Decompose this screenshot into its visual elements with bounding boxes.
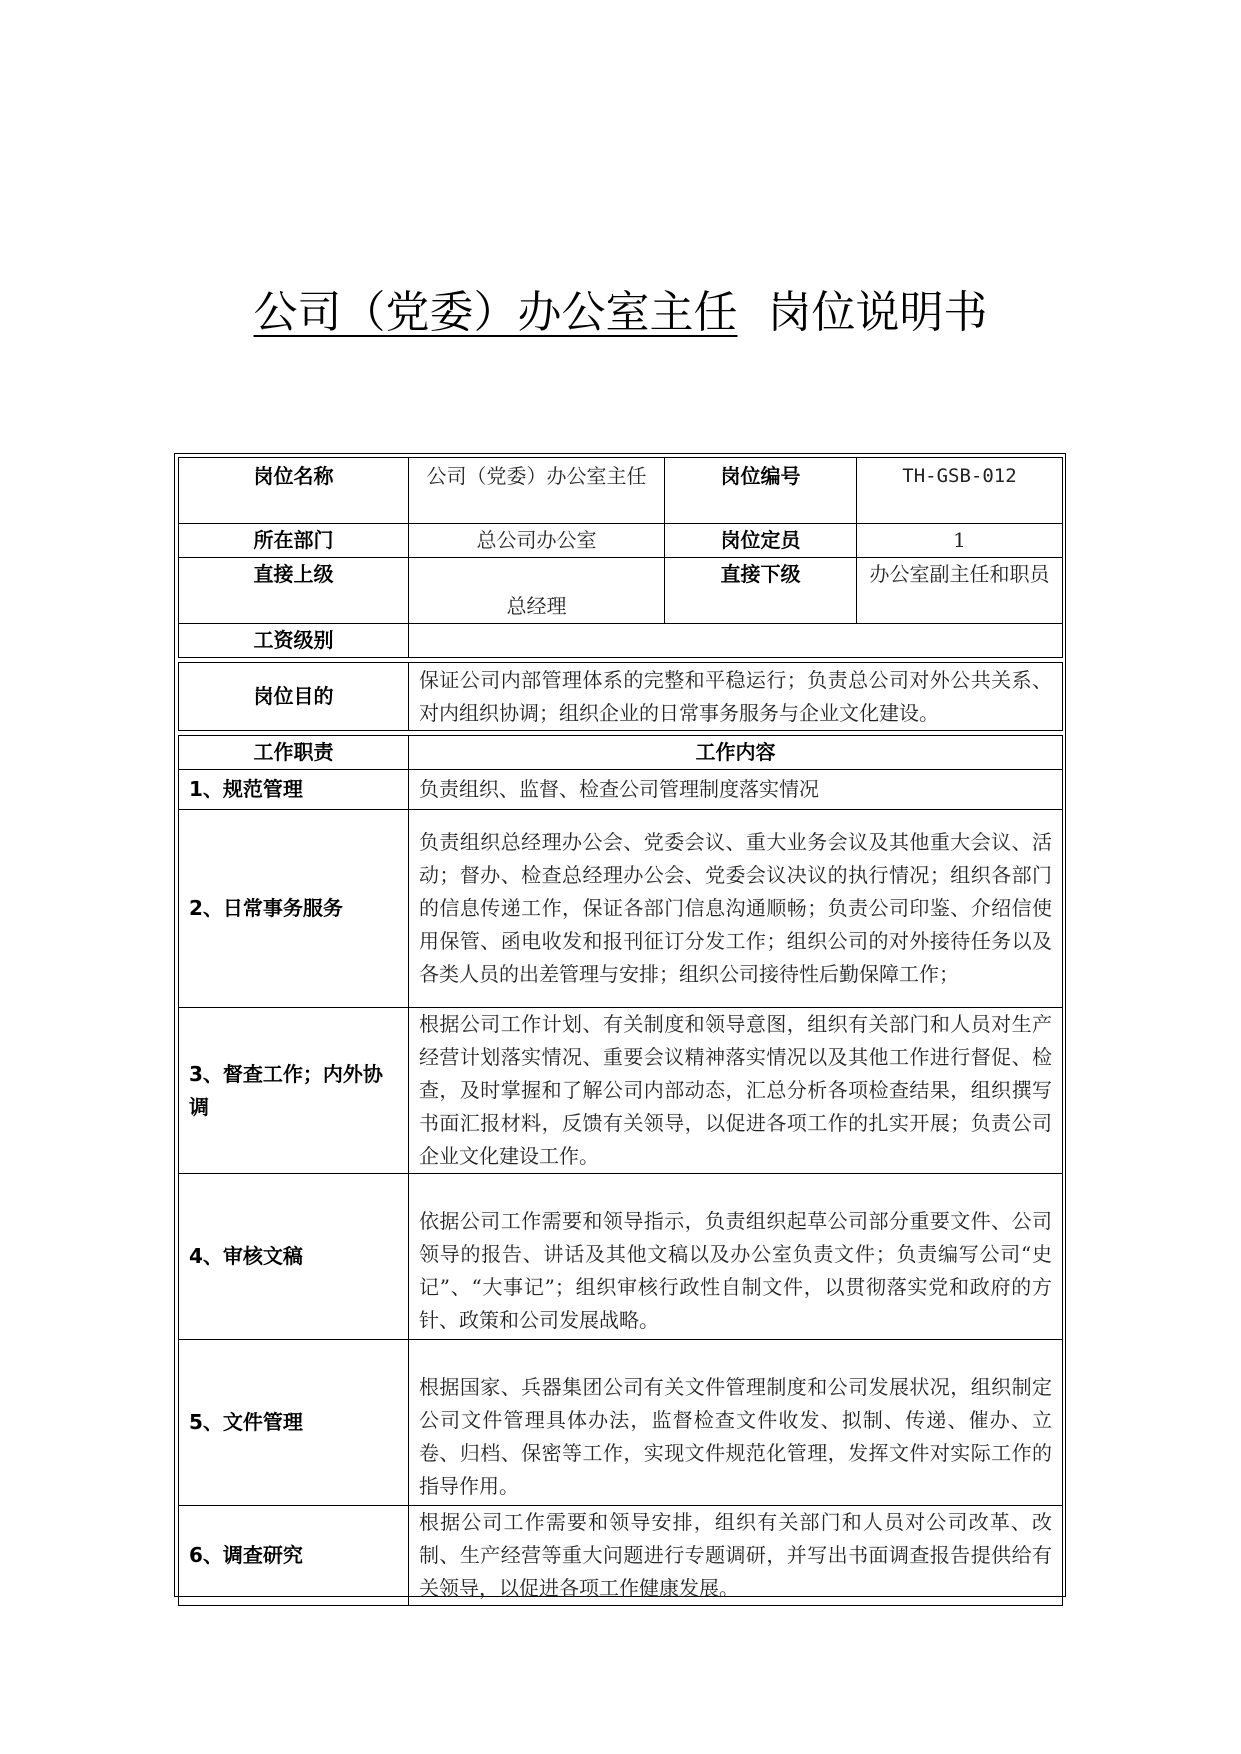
- superior-value: 总经理: [409, 558, 665, 624]
- duty-content: 根据国家、兵器集团公司有关文件管理制度和公司发展状况，组织制定公司文件管理具体办法，监督检查文件收发、拟制、传递、催办、立卷、归档、保密等工作，实现文件规范化管理，发挥文件对实际工作的指导作用。: [409, 1340, 1063, 1506]
- department-value: 总公司办公室: [409, 524, 665, 558]
- subordinate-value: 办公室副主任和职员: [857, 558, 1063, 624]
- position-code-value: TH-GSB-012: [857, 458, 1063, 524]
- duty-content: 负责组织、监督、检查公司管理制度落实情况: [409, 770, 1063, 810]
- position-name-value: 公司（党委）办公室主任: [409, 458, 665, 524]
- info-row-position: [179, 458, 1063, 524]
- subordinate-label: 直接下级: [665, 558, 857, 624]
- duty-content: 根据公司工作需要和领导安排，组织有关部门和人员对公司改革、改制、生产经营等重大问题进行专题调研，并写出书面调查报告提供给有关领导，以促进各项工作健康发展。: [409, 1506, 1063, 1606]
- department-label: 所在部门: [179, 524, 409, 558]
- superior-label: 直接上级: [179, 558, 409, 624]
- duty-title: 2、日常事务服务: [179, 810, 409, 1008]
- headcount-label: 岗位定员: [665, 524, 857, 558]
- purpose-label: 岗位目的: [179, 663, 409, 731]
- duty-title: 4、审核文稿: [179, 1174, 409, 1340]
- salary-label: 工资级别: [179, 624, 409, 658]
- duty-row: [179, 1174, 1063, 1340]
- duty-title: 1、规范管理: [179, 770, 409, 810]
- duty-title: 5、文件管理: [179, 1340, 409, 1506]
- duties-header-right: 工作内容: [409, 736, 1063, 770]
- headcount-value: 1: [857, 524, 1063, 558]
- duties-header-left: 工作职责: [179, 736, 409, 770]
- job-description-table: [178, 457, 1063, 1606]
- duties-header-row: [179, 736, 1063, 770]
- duty-content: 根据公司工作计划、有关制度和领导意图，组织有关部门和人员对生产经营计划落实情况、重要会议精神落实情况以及其他工作进行督促、检查，及时掌握和了解公司内部动态，汇总分析各项检查结果，组织撰写书面汇报材料，反馈有关领导，以促进各项工作的扎实开展；负责公司企业文化建设工作。: [409, 1008, 1063, 1174]
- duty-content: 负责组织总经理办公会、党委会议、重大业务会议及其他重大会议、活动；督办、检查总经理办公会、党委会议决议的执行情况；组织各部门的信息传递工作，保证各部门信息沟通顺畅；负责公司印鉴、介绍信使用保管、函电收发和报刊征订分发工作；组织公司的对外接待任务以及各类人员的出差管理与安排；组织公司接待性后勤保障工作；: [409, 810, 1063, 1008]
- job-description-table-frame: [174, 453, 1066, 1600]
- info-row-department: [179, 524, 1063, 558]
- duty-row: [179, 770, 1063, 810]
- title-suffix: 岗位说明书: [767, 287, 988, 338]
- title-position: 公司（党委）办公室主任: [253, 287, 738, 338]
- duty-row: [179, 1340, 1063, 1506]
- info-row-reporting: [179, 558, 1063, 624]
- info-row-salary: [179, 624, 1063, 658]
- purpose-text: 保证公司内部管理体系的完整和平稳运行；负责总公司对外公共关系、对内组织协调；组织企业的日常事务服务与企业文化建设。: [409, 663, 1063, 731]
- duty-row: [179, 810, 1063, 1008]
- document-title: [0, 283, 1241, 343]
- position-code-label: 岗位编号: [665, 458, 857, 524]
- purpose-row: [179, 663, 1063, 731]
- duty-title: 6、调查研究: [179, 1506, 409, 1606]
- duty-title: 3、督查工作；内外协调: [179, 1008, 409, 1174]
- duty-row: [179, 1506, 1063, 1606]
- salary-value: [409, 624, 1063, 658]
- duty-row: [179, 1008, 1063, 1174]
- duty-content: 依据公司工作需要和领导指示，负责组织起草公司部分重要文件、公司领导的报告、讲话及其他文稿以及办公室负责文件；负责编写公司“史记”、“大事记”；组织审核行政性自制文件，以贯彻落实党和政府的方针、政策和公司发展战略。: [409, 1174, 1063, 1340]
- position-name-label: 岗位名称: [179, 458, 409, 524]
